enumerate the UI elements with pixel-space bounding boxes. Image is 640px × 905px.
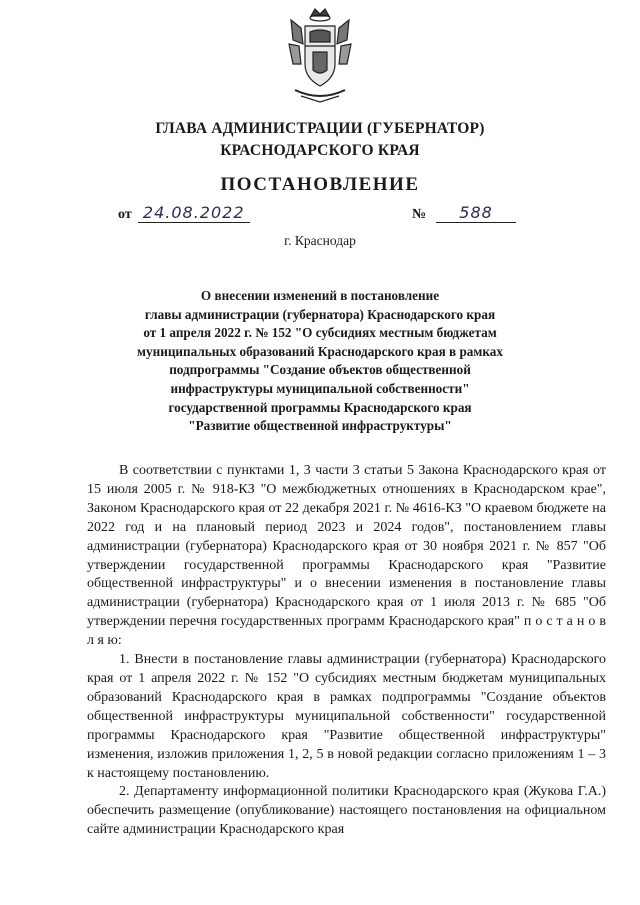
number-value: 588 bbox=[436, 204, 516, 223]
body-paragraph-item2: 2. Департаменту информационной политики Краснодарского края (Жукова Г.А.) обеспечить размещение (опубликование) настоящего постановления на официальном сайте администрации Краснодарского края bbox=[87, 784, 606, 838]
subject-line: от 1 апреля 2022 г. № 152 "О субсидиях местным бюджетам bbox=[143, 325, 497, 341]
margin-scan-mark bbox=[633, 620, 637, 680]
issuer-title-line2: КРАСНОДАРСКОГО КРАЯ bbox=[220, 142, 420, 159]
subject-line: "Развитие общественной инфраструктуры" bbox=[188, 418, 452, 434]
document-subject bbox=[110, 287, 530, 436]
date-value: 24.08.2022 bbox=[138, 204, 250, 223]
document-date bbox=[118, 204, 250, 223]
subject-line: инфраструктуры муниципальной собственности" bbox=[170, 380, 470, 396]
issuer-title-line1: ГЛАВА АДМИНИСТРАЦИИ (ГУБЕРНАТОР) bbox=[155, 120, 485, 137]
subject-line: государственной программы Краснодарского края bbox=[168, 399, 472, 415]
number-label: № bbox=[412, 207, 427, 222]
document-body bbox=[87, 462, 606, 840]
body-paragraph-item1: 1. Внести в постановление главы администрации (губернатора) Краснодарского края от 1 апреля 2022 г. № 152 "О субсидиях местным бюджетам муниципальных образований Краснодарского края в рамках подпрограммы "Создание объектов общественной инфраструктуры муниципальной собственности" государственной программы Краснодарского края "Развитие общественной инфраструктуры" изменения, изложив приложения 1, 2, 5 в новой редакции согласно приложениям 1 – 3 к настоящему постановлению. bbox=[87, 652, 606, 781]
document-number bbox=[412, 204, 516, 223]
issue-city: г. Краснодар bbox=[284, 233, 356, 248]
subject-line: подпрограммы "Создание объектов общественной bbox=[169, 362, 471, 378]
subject-line: О внесении изменений в постановление bbox=[200, 288, 440, 303]
body-paragraph-preamble: В соответствии с пунктами 1, 3 части 3 статьи 5 Закона Краснодарского края от 15 июля 2005 г. № 918-КЗ "О межбюджетных отношениях в Краснодарском крае", Законом Краснодарского края от 22 декабря 2021 г. № 4616-КЗ "О краевом бюджете на 2022 год и на плановый период 2023 и 2024 годов", постановлением главы администрации (губернатора) Краснодарского края от 30 ноября 2021 г. № 857 "Об утверждении государственной программы Краснодарского края "Развитие общественной инфраструктуры" и о внесении изменения в постановление главы администрации (губернатора) Краснодарского края от 1 июля 2013 г. № 685 "Об утверждении перечня государственных программ Краснодарского края" п о с т а н о в л я ю: bbox=[87, 463, 606, 649]
subject-line: муниципальных образований Краснодарского края в рамках bbox=[137, 343, 503, 359]
subject-line: главы администрации (губернатора) Краснодарского края bbox=[144, 306, 496, 322]
document-type-heading: ПОСТАНОВЛЕНИЕ bbox=[220, 174, 420, 195]
date-label: от bbox=[118, 207, 132, 222]
coat-of-arms-icon bbox=[287, 6, 353, 108]
